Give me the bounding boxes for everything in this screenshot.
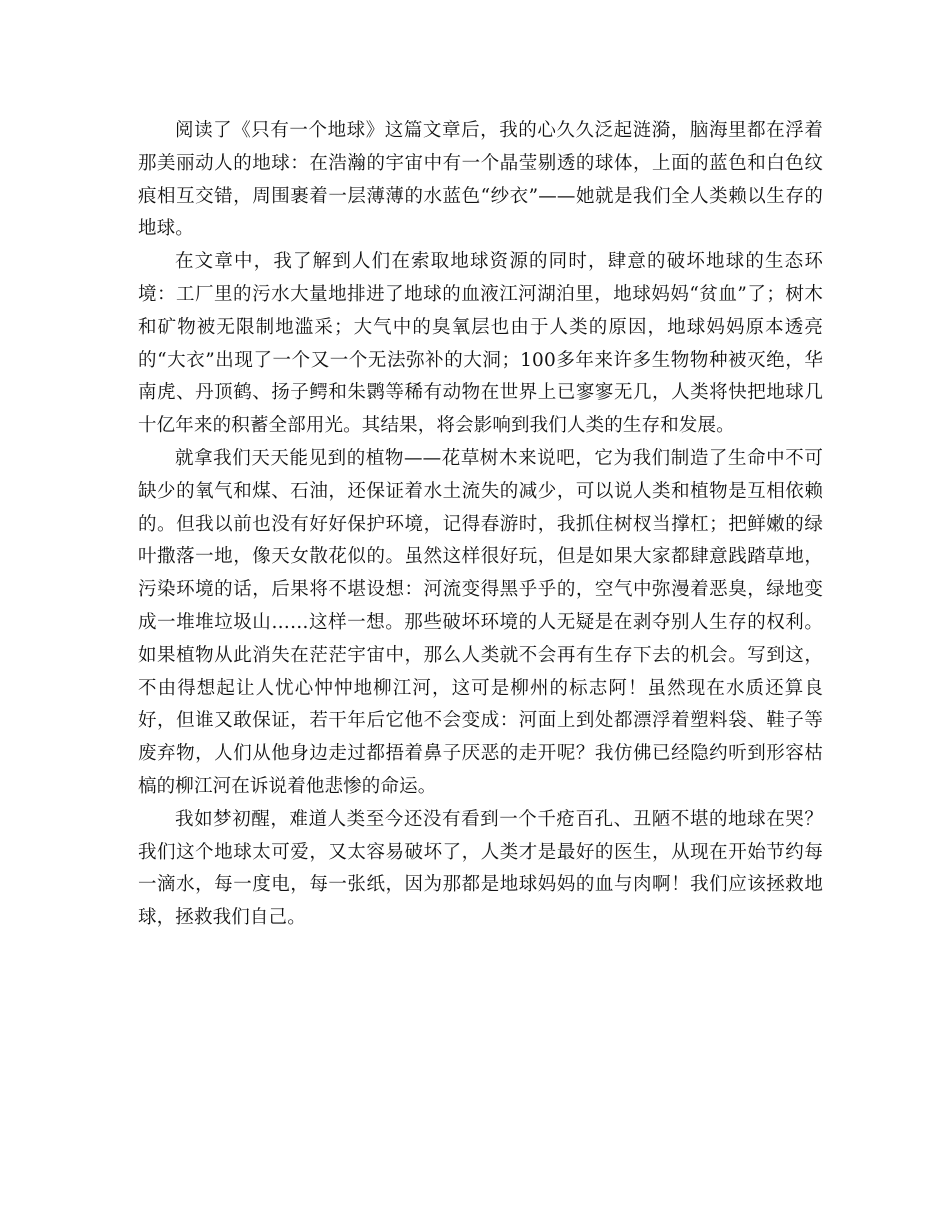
paragraph-3: 就拿我们天天能见到的植物——花草树木来说吧，它为我们制造了生命中不可缺少的氧气和煤、石油，还保证着水土流失的减少，可以说人类和植物是互相依赖的。但我以前也没有好好保护环境，记得春游时，我抓住树杈当撑杠；把鲜嫩的绿叶撒落一地，像天女散花似的。虽然这样很好玩，但是如果大家都肆意践踏草地，污染环境的话，后果将不堪设想：河流变得黑乎乎的，空气中弥漫着恶臭，绿地变成一堆堆垃圾山……这样一想。那些破坏环境的人无疑是在剥夺别人生存的权利。如果植物从此消失在茫茫宇宙中，那么人类就不会再有生存下去的机会。写到这，不由得想起让人忧心忡忡地柳江河，这可是柳州的标志阿！虽然现在水质还算良好，但谁又敢保证，若干年后它他不会变成：河面上到处都漂浮着塑料袋、鞋子等废弃物，人们从他身边走过都捂着鼻子厌恶的走开呢？我仿佛已经隐约听到形容枯槁的柳江河在诉说着他悲惨的命运。: [138, 447, 823, 797]
paragraph-2: 在文章中，我了解到人们在索取地球资源的同时，肆意的破坏地球的生态环境：工厂里的污水大量地排进了地球的血液江河湖泊里，地球妈妈“贫血”了；树木和矿物被无限制地滥采；大气中的臭氧层也由于人类的原因，地球妈妈原本透亮的“大衣”出现了一个又一个无法弥补的大洞；100多年来许多生物物种被灭绝，华南虎、丹顶鹤、扬子鳄和朱鹮等稀有动物在世界上已寥寥无几，人类将快把地球几十亿年来的积蓄全部用光。其结果，将会影响到我们人类的生存和发展。: [138, 251, 823, 437]
paragraph-1: 阅读了《只有一个地球》这篇文章后，我的心久久泛起涟漪，脑海里都在浮着那美丽动人的地球：在浩瀚的宇宙中有一个晶莹剔透的球体，上面的蓝色和白色纹痕相互交错，周围裹着一层薄薄的水蓝色“纱衣”——她就是我们全人类赖以生存的地球。: [138, 120, 823, 240]
paragraph-4: 我如梦初醒，难道人类至今还没有看到一个千疮百孔、丑陋不堪的地球在哭？我们这个地球太可爱，又太容易破坏了，人类才是最好的医生，从现在开始节约每一滴水，每一度电，每一张纸，因为那都是地球妈妈的血与肉啊！我们应该拯救地球，拯救我们自己。: [138, 808, 823, 929]
essay-body: [138, 115, 823, 935]
